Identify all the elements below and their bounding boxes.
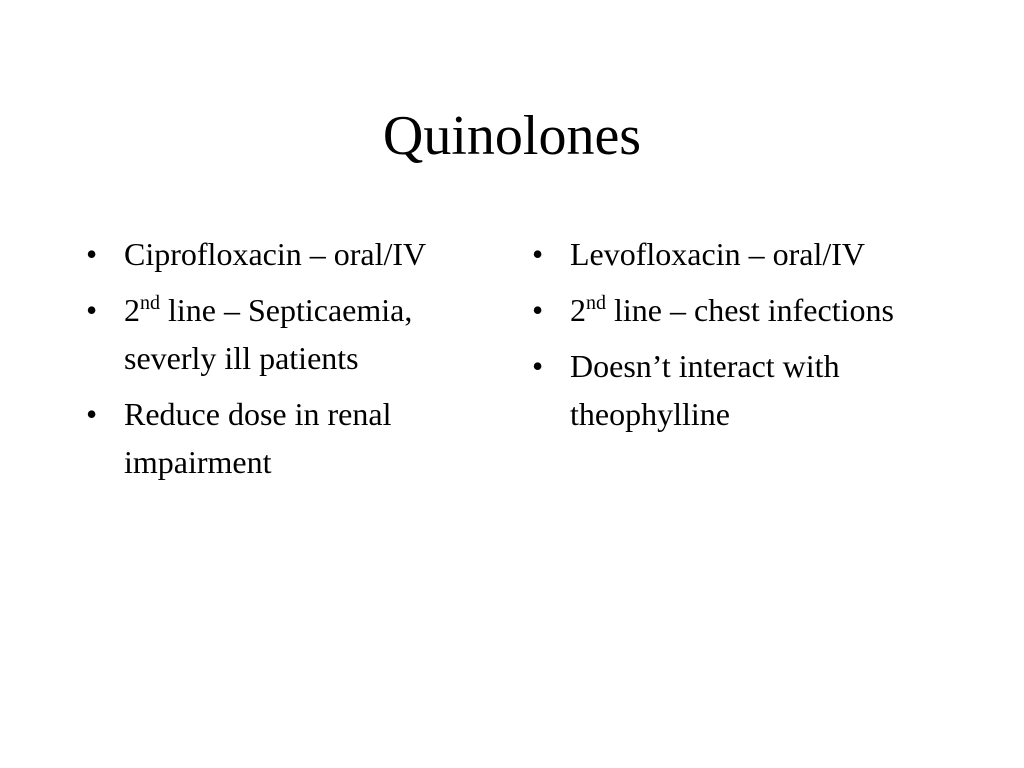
bullet-text: Reduce dose in renal impairment <box>124 396 392 480</box>
right-bullet-list <box>526 230 946 446</box>
bullet-item-second-line <box>80 286 500 382</box>
bullet-text: Ciprofloxacin – oral/IV <box>124 236 427 272</box>
bullet-icon: • <box>532 236 544 272</box>
bullet-icon: • <box>86 292 98 328</box>
bullet-icon: • <box>532 292 544 328</box>
ordinal-superscript: nd <box>586 292 606 314</box>
left-bullet-list <box>80 230 500 494</box>
bullet-icon: • <box>532 348 544 384</box>
bullet-text: Levofloxacin – oral/IV <box>570 236 865 272</box>
bullet-text: line – chest infections <box>606 292 894 328</box>
bullet-text-prefix: 2 <box>570 292 586 328</box>
bullet-item-levofloxacin <box>526 230 946 278</box>
bullet-item-renal <box>80 390 500 486</box>
bullet-item-ciprofloxacin <box>80 230 500 278</box>
bullet-icon: • <box>86 236 98 272</box>
bullet-item-theophylline <box>526 342 946 438</box>
slide-title: Quinolones <box>382 105 642 167</box>
ordinal-superscript: nd <box>140 292 160 314</box>
bullet-icon: • <box>86 396 98 432</box>
bullet-text: line – Septicaemia, severly ill patients <box>124 292 413 376</box>
bullet-text: Doesn’t interact with theophylline <box>570 348 840 432</box>
bullet-text-prefix: 2 <box>124 292 140 328</box>
bullet-item-second-line <box>526 286 946 334</box>
